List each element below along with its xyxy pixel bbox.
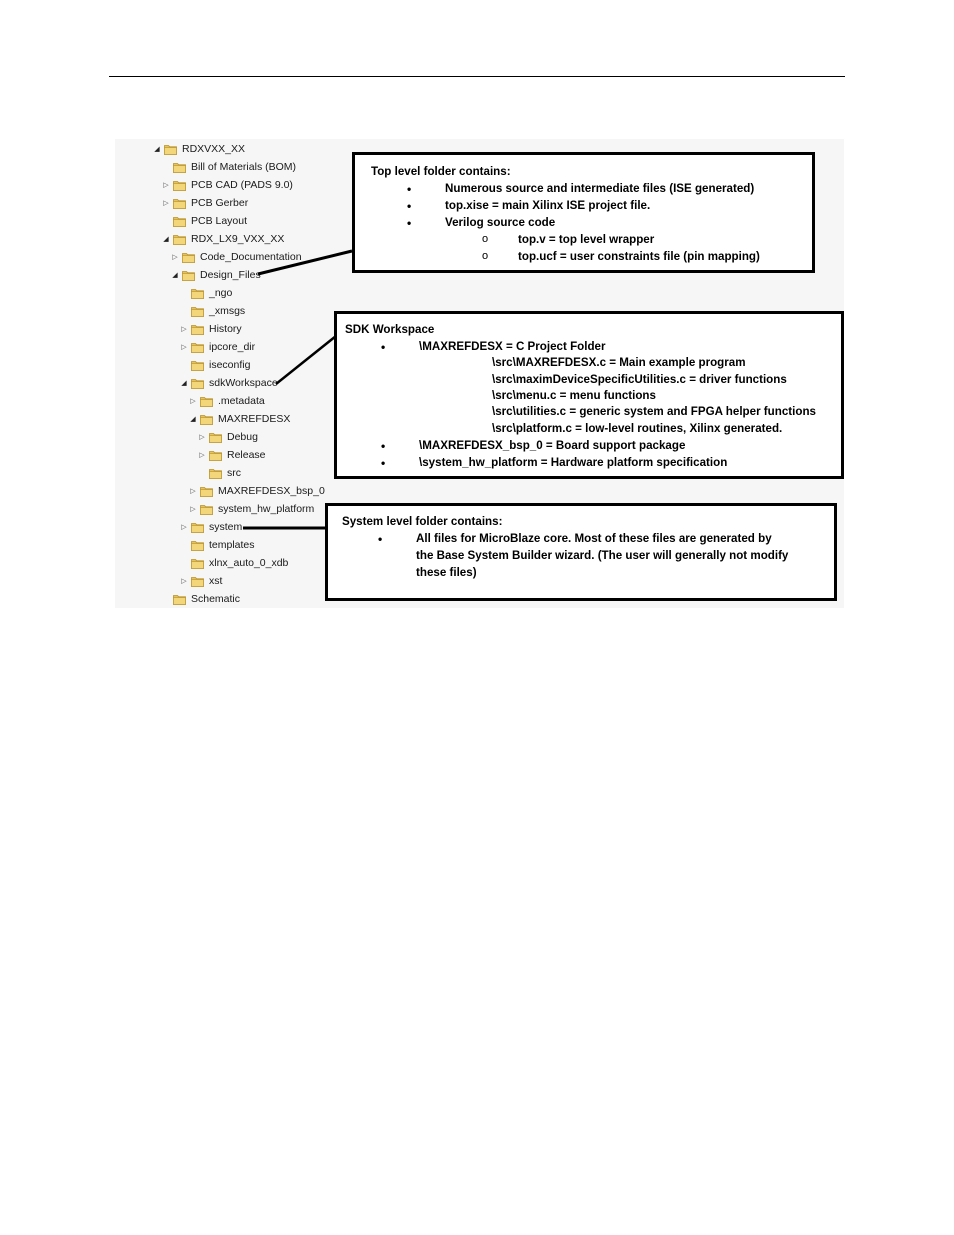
tree-item-label: sdkWorkspace	[209, 377, 278, 389]
tree-item-label: PCB Layout	[191, 215, 248, 227]
sub-bullet: o	[482, 233, 489, 245]
tree-item-label: Debug	[227, 431, 258, 443]
callout-top-level-title: Top level folder contains:	[371, 165, 511, 178]
callout-line: \src\MAXREFDESX.c = Main example program	[492, 356, 746, 369]
callout-line: \src\maximDeviceSpecificUtilities.c = driver functions	[492, 373, 787, 386]
tree-item-label: system_hw_platform	[218, 503, 315, 515]
bullet: •	[407, 199, 412, 213]
sub-bullet: o	[482, 250, 489, 262]
bullet: •	[407, 182, 412, 196]
tree-item-label: RDX_LX9_VXX_XX	[191, 233, 285, 245]
callout-line: these files)	[416, 566, 477, 579]
tree-item-label: History	[209, 323, 242, 335]
expand-arrow-icon[interactable]: ▷	[181, 326, 187, 333]
collapse-arrow-icon[interactable]: ◢	[163, 236, 169, 243]
expand-arrow-icon[interactable]: ▷	[190, 506, 196, 513]
tree-item-label: ipcore_dir	[209, 341, 256, 353]
tree-item-label: MAXREFDESX_bsp_0	[218, 485, 325, 497]
tree-item-label: xlnx_auto_0_xdb	[209, 557, 289, 569]
tree-item-label: _ngo	[209, 287, 233, 299]
tree-item-label: Design_Files	[200, 269, 261, 281]
expand-arrow-icon[interactable]: ▷	[199, 434, 205, 441]
callout-top-level	[352, 152, 815, 273]
tree-item-label: Code_Documentation	[200, 251, 302, 263]
expand-arrow-icon[interactable]: ▷	[190, 398, 196, 405]
bullet: •	[381, 439, 386, 453]
tree-item-label: PCB Gerber	[191, 197, 249, 209]
tree-item-label: _xmsgs	[209, 305, 246, 317]
callout-line: All files for MicroBlaze core. Most of these files are generated by	[416, 532, 772, 545]
bullet: •	[407, 216, 412, 230]
connector-top-level	[258, 251, 352, 274]
callout-line: \src\platform.c = low-level routines, Xilinx generated.	[492, 422, 783, 435]
expand-arrow-icon[interactable]: ▷	[199, 452, 205, 459]
callout-line: \system_hw_platform = Hardware platform specification	[419, 456, 728, 469]
expand-arrow-icon[interactable]: ▷	[163, 182, 169, 189]
expand-arrow-icon[interactable]: ▷	[181, 344, 187, 351]
callout-line: \MAXREFDESX = C Project Folder	[419, 340, 606, 353]
connector-sdk	[276, 336, 336, 384]
callout-line: \src\menu.c = menu functions	[492, 389, 656, 402]
tree-item-label: MAXREFDESX	[218, 413, 291, 425]
callout-line: top.ucf = user constraints file (pin mapping)	[518, 250, 760, 263]
callout-line: \MAXREFDESX_bsp_0 = Board support package	[419, 439, 686, 452]
tree-item-label: PCB CAD (PADS 9.0)	[191, 179, 293, 191]
expand-arrow-icon[interactable]: ▷	[163, 200, 169, 207]
bullet: •	[381, 456, 386, 470]
expand-arrow-icon[interactable]: ▷	[190, 488, 196, 495]
tree-item-label: .metadata	[218, 395, 265, 407]
tree-item-label: xst	[209, 575, 223, 587]
collapse-arrow-icon[interactable]: ◢	[172, 272, 178, 279]
callout-line: Numerous source and intermediate files (ISE generated)	[445, 182, 755, 195]
tree-item-label: templates	[209, 539, 255, 551]
tree-item-label: Schematic	[191, 593, 241, 605]
bullet: •	[378, 532, 383, 546]
tree-item-label: iseconfig	[209, 359, 251, 371]
callout-sdk	[334, 311, 844, 479]
tree-item-label: Bill of Materials (BOM)	[191, 161, 297, 173]
expand-arrow-icon[interactable]: ▷	[181, 524, 187, 531]
callout-system	[325, 503, 837, 601]
bullet: •	[381, 340, 386, 354]
expand-arrow-icon[interactable]: ▷	[181, 578, 187, 585]
callout-line: \src\utilities.c = generic system and FPGA helper functions	[492, 405, 816, 418]
expand-arrow-icon[interactable]: ▷	[172, 254, 178, 261]
collapse-arrow-icon[interactable]: ◢	[181, 380, 187, 387]
tree-item-label: Release	[227, 449, 266, 461]
tree-item-label: system	[209, 521, 243, 533]
callout-line: top.v = top level wrapper	[518, 233, 655, 246]
callout-sdk-title: SDK Workspace	[345, 323, 435, 336]
callout-line: the Base System Builder wizard. (The user will generally not modify	[416, 549, 789, 562]
collapse-arrow-icon[interactable]: ◢	[190, 416, 196, 423]
tree-item-label: RDXVXX_XX	[182, 143, 246, 155]
callout-line: Verilog source code	[445, 216, 556, 229]
callout-system-title: System level folder contains:	[342, 515, 503, 528]
tree-item-label: src	[227, 467, 241, 479]
collapse-arrow-icon[interactable]: ◢	[154, 146, 160, 153]
callout-line: top.xise = main Xilinx ISE project file.	[445, 199, 651, 212]
